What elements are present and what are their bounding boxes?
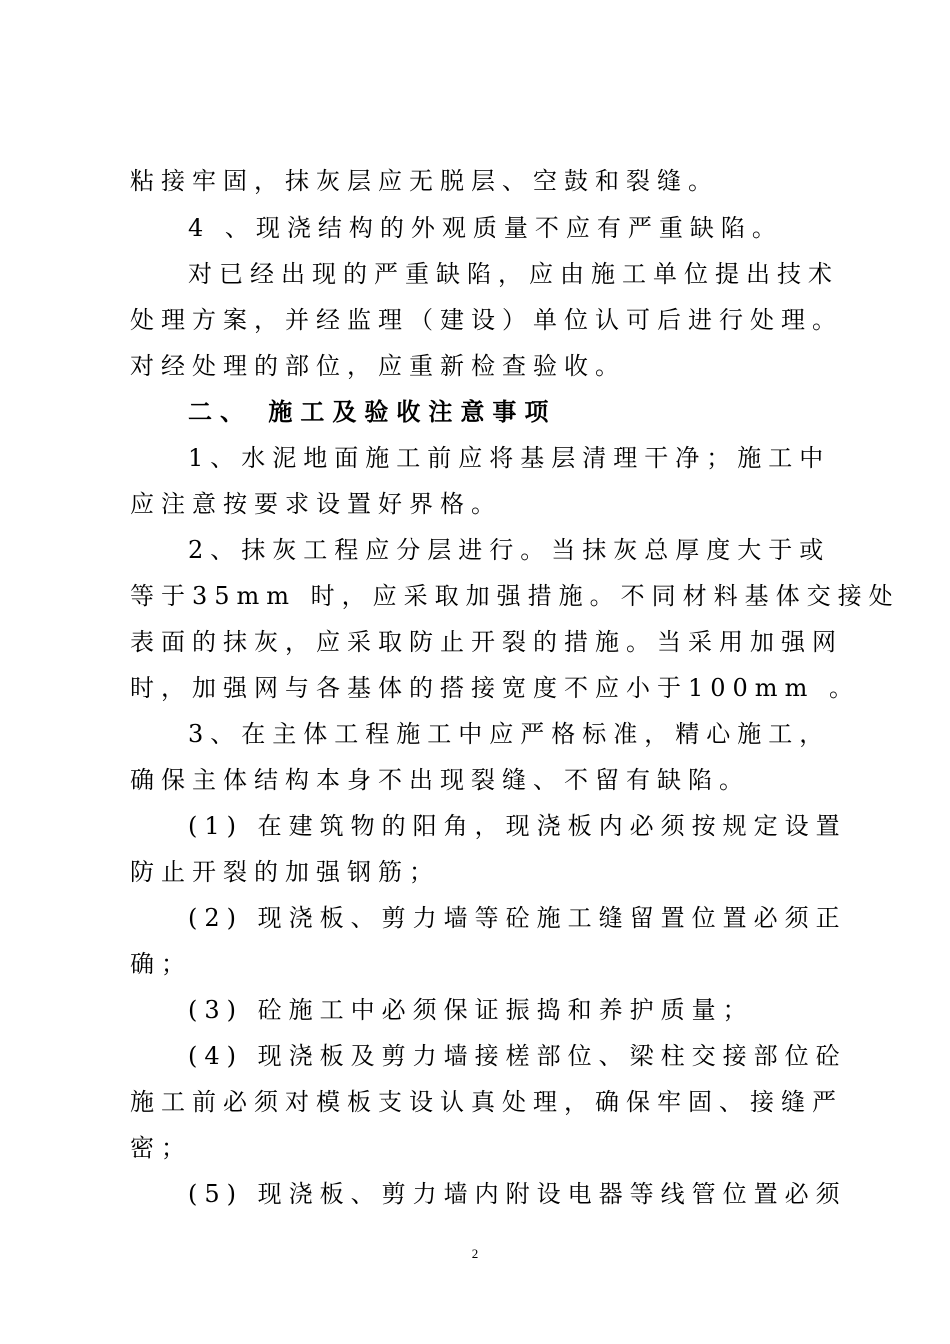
text-line: 应注意按要求设置好界格。 xyxy=(130,490,502,518)
text-line: 时，加强网与各基体的搭接宽度不应小于100mm 。 xyxy=(130,674,860,702)
text-line: (4) 现浇板及剪力墙接槎部位、梁柱交接部位砼 xyxy=(188,1042,847,1070)
text-line: 4 、现浇结构的外观质量不应有严重缺陷。 xyxy=(188,214,783,242)
text-line: 对经处理的部位，应重新检查验收。 xyxy=(130,352,626,380)
text-line: 对已经出现的严重缺陷，应由施工单位提出技术 xyxy=(188,260,839,288)
text-line: (1) 在建筑物的阳角，现浇板内必须按规定设置 xyxy=(188,812,847,840)
text-line: (5) 现浇板、剪力墙内附设电器等线管位置必须 xyxy=(188,1180,847,1208)
text-line: 确； xyxy=(130,950,192,978)
text-line: 3、在主体工程施工中应严格标准，精心施工， xyxy=(188,720,831,748)
text-line: 密； xyxy=(130,1134,192,1162)
text-line: 表面的抹灰，应采取防止开裂的措施。当采用加强网 xyxy=(130,628,843,656)
section-heading: 二、 施工及验收注意事项 xyxy=(188,398,557,426)
text-line: 粘接牢固，抹灰层应无脱层、空鼓和裂缝。 xyxy=(130,167,719,195)
text-line: 2、抹灰工程应分层进行。当抹灰总厚度大于或 xyxy=(188,536,831,564)
text-line: 处理方案，并经监理（建设）单位认可后进行处理。 xyxy=(130,306,843,334)
text-line: 防止开裂的加强钢筋； xyxy=(130,858,440,886)
page-number: 2 xyxy=(471,1246,479,1261)
text-line: 施工前必须对模板支设认真处理，确保牢固、接缝严 xyxy=(130,1088,843,1116)
text-line: (2) 现浇板、剪力墙等砼施工缝留置位置必须正 xyxy=(188,904,847,932)
text-line: (3) 砼施工中必须保证振捣和养护质量； xyxy=(188,996,754,1024)
text-line: 确保主体结构本身不出现裂缝、不留有缺陷。 xyxy=(130,766,750,794)
text-line: 等于35mm 时，应采取加强措施。不同材料基体交接处 xyxy=(130,582,900,610)
text-line: 1、水泥地面施工前应将基层清理干净；施工中 xyxy=(188,444,831,472)
